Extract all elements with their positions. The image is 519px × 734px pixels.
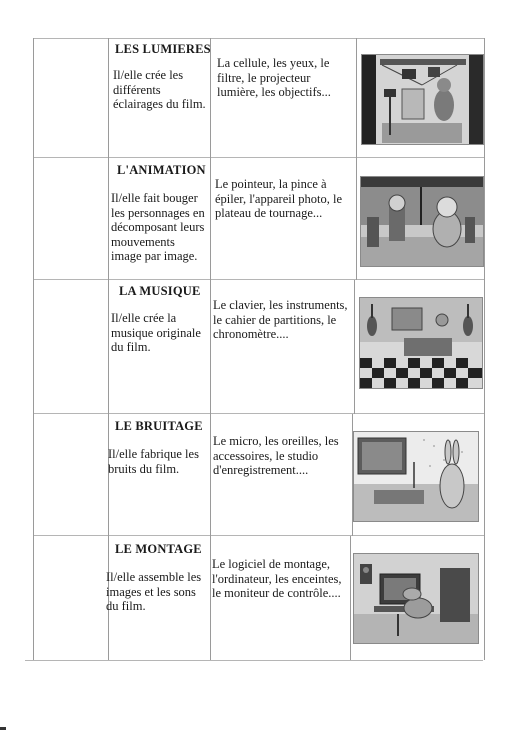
job-role: Il/elle crée les différents éclairages du film. <box>113 68 206 112</box>
job-role: Il/elle fabrique les bruits du film. <box>108 447 199 476</box>
job-role: Il/elle assemble les images et les sons du film. <box>106 570 202 614</box>
job-tools: Le micro, les oreilles, les accessoires, le studio d'enregistrement.... <box>213 434 339 478</box>
music-studio-illustration <box>359 297 483 389</box>
table-rule <box>108 38 109 660</box>
table-rule <box>354 280 355 414</box>
table-rule <box>33 279 485 280</box>
table-rule <box>33 38 485 39</box>
table-rule <box>33 535 485 536</box>
job-tools: Le clavier, les instruments, le cahier de partitions, le chronomètre.... <box>213 298 348 342</box>
job-title: LE BRUITAGE <box>115 419 203 433</box>
job-title: LA MUSIQUE <box>119 284 201 298</box>
table-rule <box>210 38 211 660</box>
animation-set-illustration <box>360 176 484 267</box>
job-title: LES LUMIERES <box>115 42 211 56</box>
page-corner-mark <box>0 727 6 730</box>
table-rule <box>33 38 34 660</box>
job-title: LE MONTAGE <box>115 542 202 556</box>
table-rule <box>484 38 485 660</box>
lighting-set-illustration <box>361 54 484 145</box>
editing-room-illustration <box>353 553 479 644</box>
table-rule <box>356 160 357 280</box>
job-tools: La cellule, les yeux, le filtre, le projecteur lumière, les objectifs... <box>217 56 331 100</box>
job-role: Il/elle fait bouger les personnages en décomposant leurs mouvements image par image. <box>111 191 205 264</box>
table-rule <box>25 660 483 661</box>
job-tools: Le logiciel de montage, l'ordinateur, les enceintes, le moniteur de contrôle.... <box>212 557 342 601</box>
job-role: Il/elle crée la musique originale du film. <box>111 311 201 355</box>
table-rule <box>356 38 357 160</box>
sound-effects-studio-illustration <box>353 431 479 522</box>
table-rule <box>350 536 351 660</box>
table-rule <box>33 157 485 158</box>
job-tools: Le pointeur, la pince à épiler, l'appareil photo, le plateau de tournage... <box>215 177 343 221</box>
table-rule <box>33 413 485 414</box>
job-title: L'ANIMATION <box>117 163 206 177</box>
